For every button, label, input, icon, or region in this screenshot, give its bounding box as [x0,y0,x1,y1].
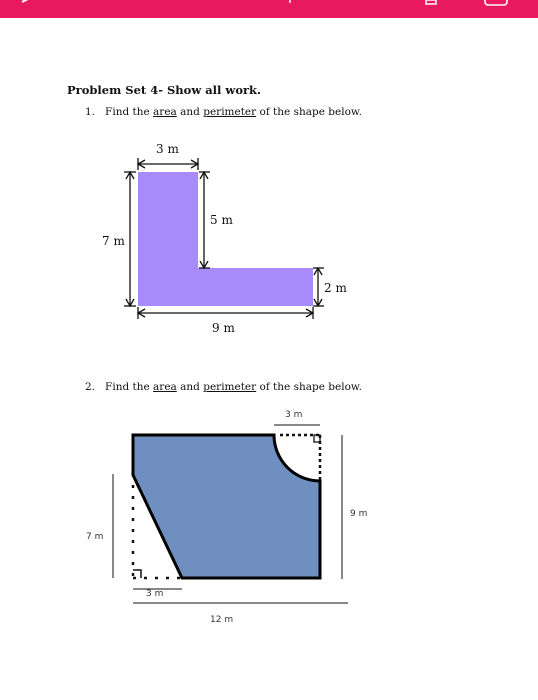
label-left-7m-fig2: 7 m [86,532,104,542]
problem-1-text-suffix: of the shape below. [256,106,362,118]
label-bottom-3m: 3 m [146,589,164,599]
label-top-3m-fig2: 3 m [285,410,303,420]
label-inner-5m: 5 m [210,213,233,227]
problem-2-text-prefix: Find the [105,381,154,393]
problem-2-and-word: and [176,381,204,393]
problem-1-number: 1. [85,106,96,118]
label-bottom-9m: 9 m [212,321,235,335]
label-bottom-12m: 12 m [210,615,234,625]
problem-1-area-word: area [153,106,177,118]
problem-2-text-suffix: of the shape below. [256,381,362,393]
problem-1-and-word: and [176,106,204,118]
label-top-3m: 3 m [156,142,179,156]
composite-shape [133,435,320,578]
problem-2-number: 2. [85,381,96,393]
problem-2-perimeter-word: perimeter [203,381,257,393]
problem-1-text-prefix: Find the [105,106,154,118]
label-right-2m: 2 m [324,281,347,295]
label-left-7m: 7 m [102,234,125,248]
label-right-9m: 9 m [350,509,368,519]
problem-2-area-word: area [153,381,177,393]
problem-set-title: Problem Set 4- Show all work. [67,83,262,97]
problem-1-perimeter-word: perimeter [203,106,257,118]
